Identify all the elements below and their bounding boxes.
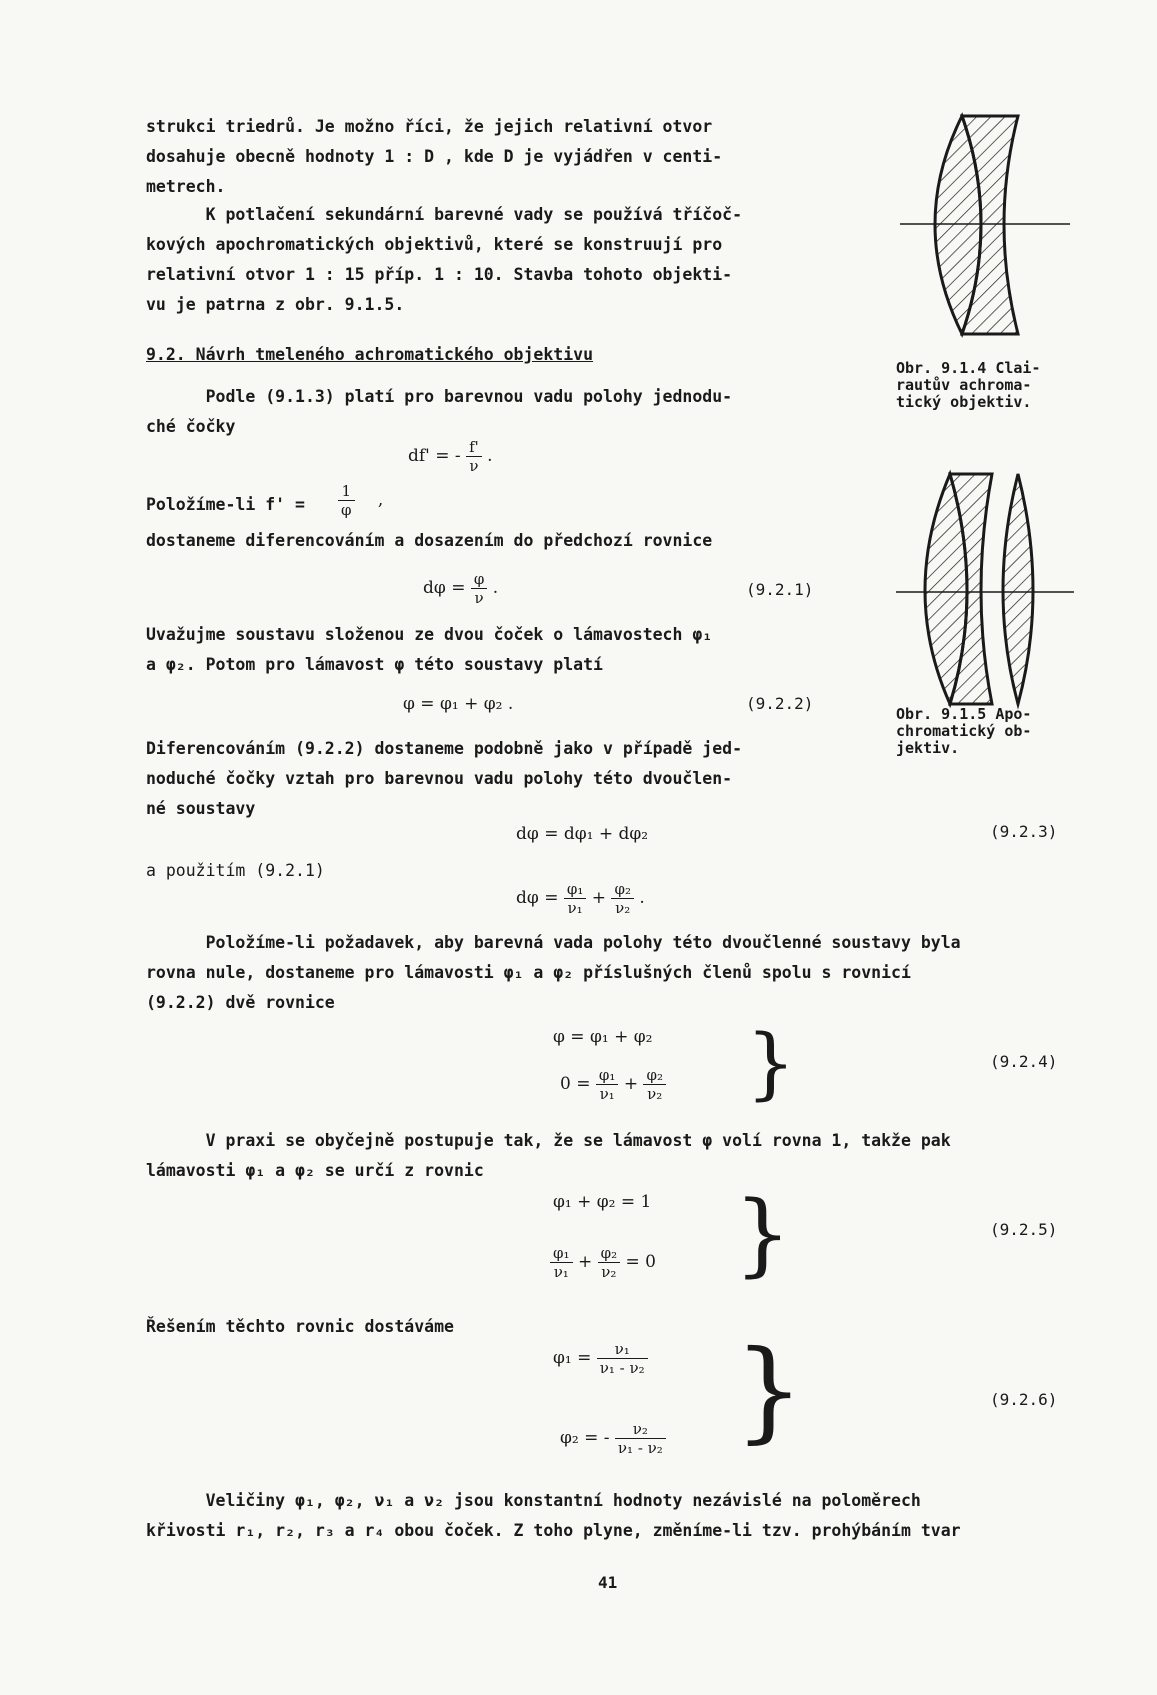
equation-number-9-2-1: (9.2.1): [746, 580, 814, 599]
equation-9-2-6b: φ₂ = - $\frac{\text{ν₂}}{\text{ν₁ - ν₂}}$: [560, 1420, 666, 1457]
brace-9-2-4: }: [746, 1019, 796, 1109]
figure-9-1-5-caption: Obr. 9.1.5 Apo- chromatický ob- jektiv.: [896, 705, 1032, 757]
figure-9-1-5-lens: [896, 468, 1074, 718]
equation-9-2-1: dφ = $\frac{\varphi}{\nu}$ .: [423, 570, 499, 607]
paragraph-v-praxi: V praxi se obyčejně postupuje tak, že se lámavost φ volí rovna 1, takže pak lámavosti φ₁ a φ₂ se určí z rovnic: [146, 1131, 951, 1180]
equation-9-2-4a: φ = φ₁ + φ₂: [553, 1027, 653, 1047]
paragraph-resenim: Řešením těchto rovnic dostáváme: [146, 1317, 454, 1336]
equation-number-9-2-5: (9.2.5): [990, 1220, 1058, 1239]
paragraph-pozadavek: Položíme-li požadavek, aby barevná vada polohy této dvoučlenné soustavy byla rovna nule, dostaneme pro lámavosti φ₁ a φ₂ příslušných členů spolu s rovnicí (9.2.2) dvě rovnice: [146, 933, 961, 1012]
paragraph-apochromat: K potlačení sekundární barevné vady se používá tříčoč- kových apochromatických objektivů, které se konstruují pro relativní otvor 1 : 15 příp. 1 : 10. Stavba tohoto objekti- vu je patrna z obr. 9.1.5.: [146, 205, 743, 314]
page-number: 41: [598, 1573, 618, 1592]
equation-f-prime: $\frac{1}{\varphi}$ ,: [338, 482, 383, 519]
paragraph-intro: strukci triedrů. Je možno říci, že jejich relativní otvor dosahuje obecně hodnoty 1 : D , kde D je vyjádřen v centi- metrech.: [146, 117, 723, 196]
equation-number-9-2-6: (9.2.6): [990, 1390, 1058, 1409]
paragraph-uvazujme: Uvažujme soustavu složenou ze dvou čoček o lámavostech φ₁ a φ₂. Potom pro lámavost φ této soustavy platí: [146, 625, 713, 674]
equation-9-2-5a: φ₁ + φ₂ = 1: [553, 1192, 652, 1212]
equation-9-2-5b: $\frac{\text{φ₁}}{\text{ν₁}}$ + $\frac{\text{φ₂}}{\text{ν₂}}$ = 0: [550, 1244, 656, 1281]
paragraph-podle: Podle (9.1.3) platí pro barevnou vadu polohy jednodu- ché čočky: [146, 387, 733, 436]
paragraph-veliciny: Veličiny φ₁, φ₂, ν₁ a ν₂ jsou konstantní hodnoty nezávislé na poloměrech křivosti r₁, r₂, r₃ a r₄ obou čoček. Z toho plyne, změníme-li tzv. prohýbáním tvar: [146, 1491, 961, 1540]
lens-element-third: [1003, 474, 1033, 704]
equation-number-9-2-4: (9.2.4): [990, 1052, 1058, 1071]
brace-9-2-6: }: [734, 1326, 804, 1454]
figure-9-1-4-lens: [900, 108, 1070, 370]
paragraph-dostaneme: dostaneme diferencováním a dosazením do předchozí rovnice: [146, 531, 713, 550]
brace-9-2-5: }: [734, 1182, 792, 1287]
equation-9-2-3: dφ = dφ₁ + dφ₂: [516, 824, 649, 844]
paragraph-pouzitim: a použitím (9.2.1): [146, 861, 325, 880]
paragraph-diferencovanim: Diferencováním (9.2.2) dostaneme podobně jako v případě jed- noduché čočky vztah pro barevnou vadu polohy této dvoučlen- né soustavy: [146, 739, 743, 818]
equation-number-9-2-3: (9.2.3): [990, 822, 1058, 841]
equation-number-9-2-2: (9.2.2): [746, 694, 814, 713]
equation-9-2-6a: φ₁ = $\frac{\text{ν₁}}{\text{ν₁ - ν₂}}$: [553, 1340, 648, 1377]
equation-9-2-4b: 0 = $\frac{\text{φ₁}}{\text{ν₁}}$ + $\frac{\text{φ₂}}{\text{ν₂}}$: [560, 1066, 666, 1103]
section-heading: 9.2. Návrh tmeleného achromatického objektivu: [146, 345, 594, 364]
paragraph-polozime: Položíme-li f' =: [146, 495, 305, 514]
equation-dphi-sum: dφ = $\frac{\text{φ₁}}{\text{ν₁}}$ + $\frac{\text{φ₂}}{\text{ν₂}}$ .: [516, 880, 645, 917]
equation-df: df' = - $\frac{f'}{\nu}$ .: [408, 438, 493, 475]
figure-9-1-4-caption: Obr. 9.1.4 Clai- rautův achroma- tický objektiv.: [896, 359, 1041, 411]
equation-9-2-2: φ = φ₁ + φ₂ .: [403, 694, 514, 714]
